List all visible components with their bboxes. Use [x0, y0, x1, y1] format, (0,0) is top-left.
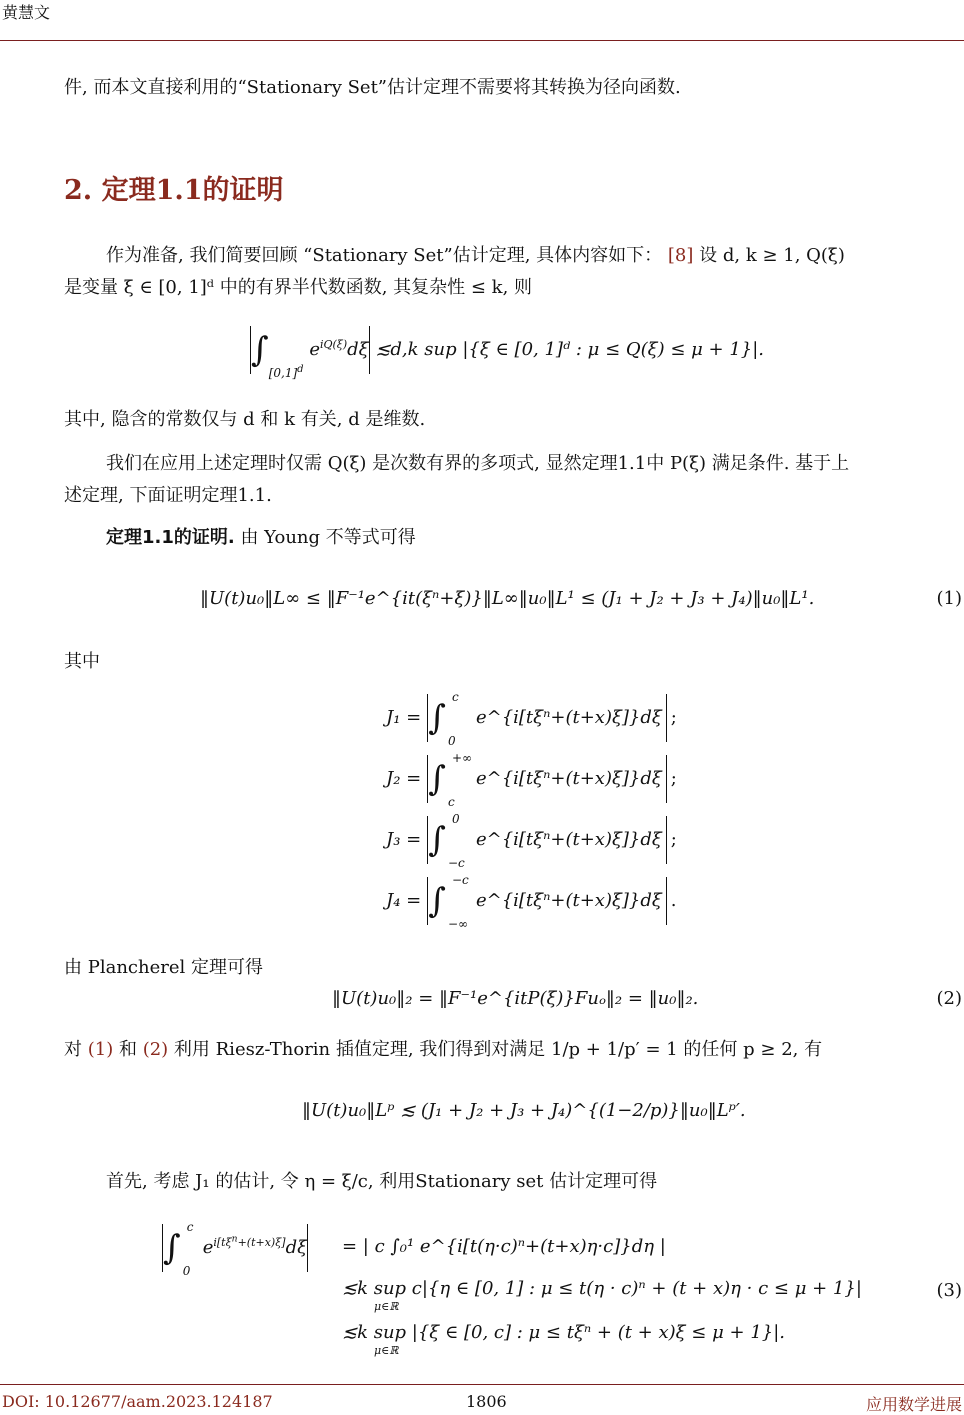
- abs-bar-right: [307, 1224, 308, 1272]
- j-punctuation: ;: [670, 829, 677, 850]
- equation-3-number: (3): [936, 1280, 962, 1301]
- integral-limits: [446, 812, 468, 870]
- proof-line: [106, 524, 416, 552]
- upper-limit: +∞: [451, 751, 473, 765]
- integral-sign: ∫: [428, 759, 446, 799]
- footer-doi[interactable]: DOI: 10.12677/aam.2023.124187: [2, 1392, 273, 1411]
- sup-subscript-2: μ∈ℝ: [374, 1344, 399, 1357]
- integrand: e^{i[tξⁿ+(t+x)ξ]}dξ: [475, 829, 662, 850]
- stationary-set-equation: [250, 326, 764, 380]
- footer-rule: [0, 1384, 964, 1385]
- integrand: $e^{i[t\xi^n+(t+x)\xi]}d\xi$: [202, 1233, 308, 1258]
- integrand: e^{i[tξⁿ+(t+x)ξ]}dξ: [475, 890, 662, 911]
- integral-limits: [446, 751, 473, 809]
- abs-bar-right: [666, 755, 667, 803]
- where-label: 其中: [64, 651, 100, 672]
- para1-text: 作为准备, 我们简要回顾 “Stationary Set”估计定理, 具体内容如下：: [106, 245, 663, 266]
- header-rule: [0, 40, 964, 41]
- integral-sign: ∫: [251, 330, 269, 370]
- first-estimate-line: 首先, 考虑 J₁ 的估计, 令 η = ξ/c, 利用Stationary set 估计定理可得: [106, 1171, 658, 1192]
- upper-limit: 0: [451, 812, 460, 826]
- section-title: 2. 定理1.1的证明: [64, 175, 284, 206]
- lower-limit: 0: [447, 734, 456, 748]
- intro-line: 件, 而本文直接利用的“Stationary Set”估计定理不需要将其转换为径向函数.: [64, 77, 681, 98]
- stationary-rhs: ≲d,k sup |{ξ ∈ [0, 1]ᵈ : μ ≤ Q(ξ) ≤ μ + 1}|.: [375, 339, 765, 360]
- integral-limits: [181, 1220, 203, 1278]
- integral-domain: [0,1]d: [268, 364, 304, 380]
- integrand: e^{i[tξⁿ+(t+x)ξ]}dξ: [475, 768, 662, 789]
- j-definition-row: [386, 873, 677, 931]
- eq2-link[interactable]: (2): [142, 1039, 169, 1060]
- para3-line2: 述定理, 下面证明定理1.1.: [64, 485, 272, 506]
- equation-2-number: (2): [936, 988, 962, 1009]
- riesz-b: 和: [113, 1039, 143, 1060]
- integral-sign: ∫: [428, 881, 446, 921]
- para3-line1: 我们在应用上述定理时仅需 Q(ξ) 是次数有界的多项式, 显然定理1.1中 P(ξ) 满足条件. 基于上: [106, 453, 850, 474]
- j-punctuation: ;: [670, 707, 677, 728]
- j-lhs: J₁ =: [386, 707, 422, 728]
- proof-label: 定理1.1的证明.: [106, 527, 235, 548]
- plancherel-line: 由 Plancherel 定理可得: [64, 957, 263, 978]
- integral-limits: [446, 690, 468, 748]
- riesz-c: 利用 Riesz-Thorin 插值定理, 我们得到对满足 1/p + 1/p′ = 1 的任何 p ≥ 2, 有: [168, 1039, 823, 1060]
- j-punctuation: ;: [670, 768, 677, 789]
- proof-text: 由 Young 不等式可得: [234, 527, 416, 548]
- integral-sign: ∫: [428, 820, 446, 860]
- j-lhs: J₄ =: [386, 890, 422, 911]
- equation-3-line1: = | c ∫₀¹ e^{i[t(η·c)ⁿ+(t+x)η·c]}dη |: [342, 1236, 666, 1257]
- equation-3-line2: ≲k sup c|{η ∈ [0, 1] : μ ≤ t(η · c)ⁿ + (t + x)η · c ≤ μ + 1}|: [342, 1278, 862, 1299]
- integrand: e^{i[tξⁿ+(t+x)ξ]}dξ: [475, 707, 662, 728]
- equation-1-number: (1): [936, 588, 962, 609]
- upper-limit: −c: [451, 873, 469, 887]
- equation-2: ‖U(t)u₀‖₂ = ‖F⁻¹e^{itP(ξ)}Fuₒ‖₂ = ‖u₀‖₂.: [332, 988, 699, 1009]
- integrand: $e^{iQ(\xi)}d\xi$: [309, 338, 369, 360]
- para1-line2: 是变量 ξ ∈ [0, 1]ᵈ 中的有界半代数函数, 其复杂性 ≤ k, 则: [64, 277, 533, 298]
- j-punctuation: .: [670, 890, 677, 911]
- interpolation-equation: ‖U(t)u₀‖Lᵖ ≲ (J₁ + J₂ + J₃ + J₄)^{(1−2/p)}‖u₀‖Lᵖ′.: [302, 1100, 746, 1121]
- equation-1: ‖U(t)u₀‖L∞ ≤ ‖F⁻¹e^{it(ξⁿ+ξ)}‖L∞‖u₀‖L¹ ≤ (J₁ + J₂ + J₃ + J₄)‖u₀‖L¹.: [200, 588, 815, 609]
- equation-3-line3: ≲k sup |{ξ ∈ [0, c] : μ ≤ tξⁿ + (t + x)ξ ≤ μ + 1}|.: [342, 1322, 786, 1343]
- j-definition-row: [386, 751, 677, 809]
- j-lhs: J₃ =: [386, 829, 422, 850]
- upper-limit: c: [451, 690, 459, 704]
- lower-limit: c: [447, 795, 455, 809]
- sup-subscript-1: μ∈ℝ: [374, 1300, 399, 1313]
- abs-bar-right: [369, 326, 370, 374]
- equation-3-lhs: [162, 1220, 308, 1278]
- riesz-a: 对: [64, 1039, 88, 1060]
- lower-limit: −c: [447, 856, 465, 870]
- header-author: 黄慧文: [2, 3, 51, 22]
- para1-line1: [106, 242, 845, 270]
- footer-journal[interactable]: 应用数学进展: [865, 1395, 962, 1414]
- integral-limits: [446, 873, 469, 931]
- j-definition-row: [386, 690, 677, 748]
- integral-sign: ∫: [428, 698, 446, 738]
- citation-link[interactable]: [8]: [667, 245, 694, 266]
- abs-bar-right: [666, 877, 667, 925]
- riesz-line: [64, 1036, 822, 1064]
- lower-limit: 0: [182, 1264, 191, 1278]
- integral-sign: ∫: [163, 1228, 181, 1268]
- para2: 其中, 隐含的常数仅与 d 和 k 有关, d 是维数.: [64, 409, 426, 430]
- abs-bar-right: [666, 816, 667, 864]
- lower-limit: −∞: [447, 917, 469, 931]
- eq1-link[interactable]: (1): [87, 1039, 114, 1060]
- j-definition-row: [386, 812, 677, 870]
- upper-limit: c: [186, 1220, 194, 1234]
- abs-bar-right: [666, 694, 667, 742]
- para1-tail: 设 d, k ≥ 1, Q(ξ): [693, 245, 845, 266]
- footer-page-number: 1806: [466, 1392, 507, 1411]
- j-lhs: J₂ =: [386, 768, 422, 789]
